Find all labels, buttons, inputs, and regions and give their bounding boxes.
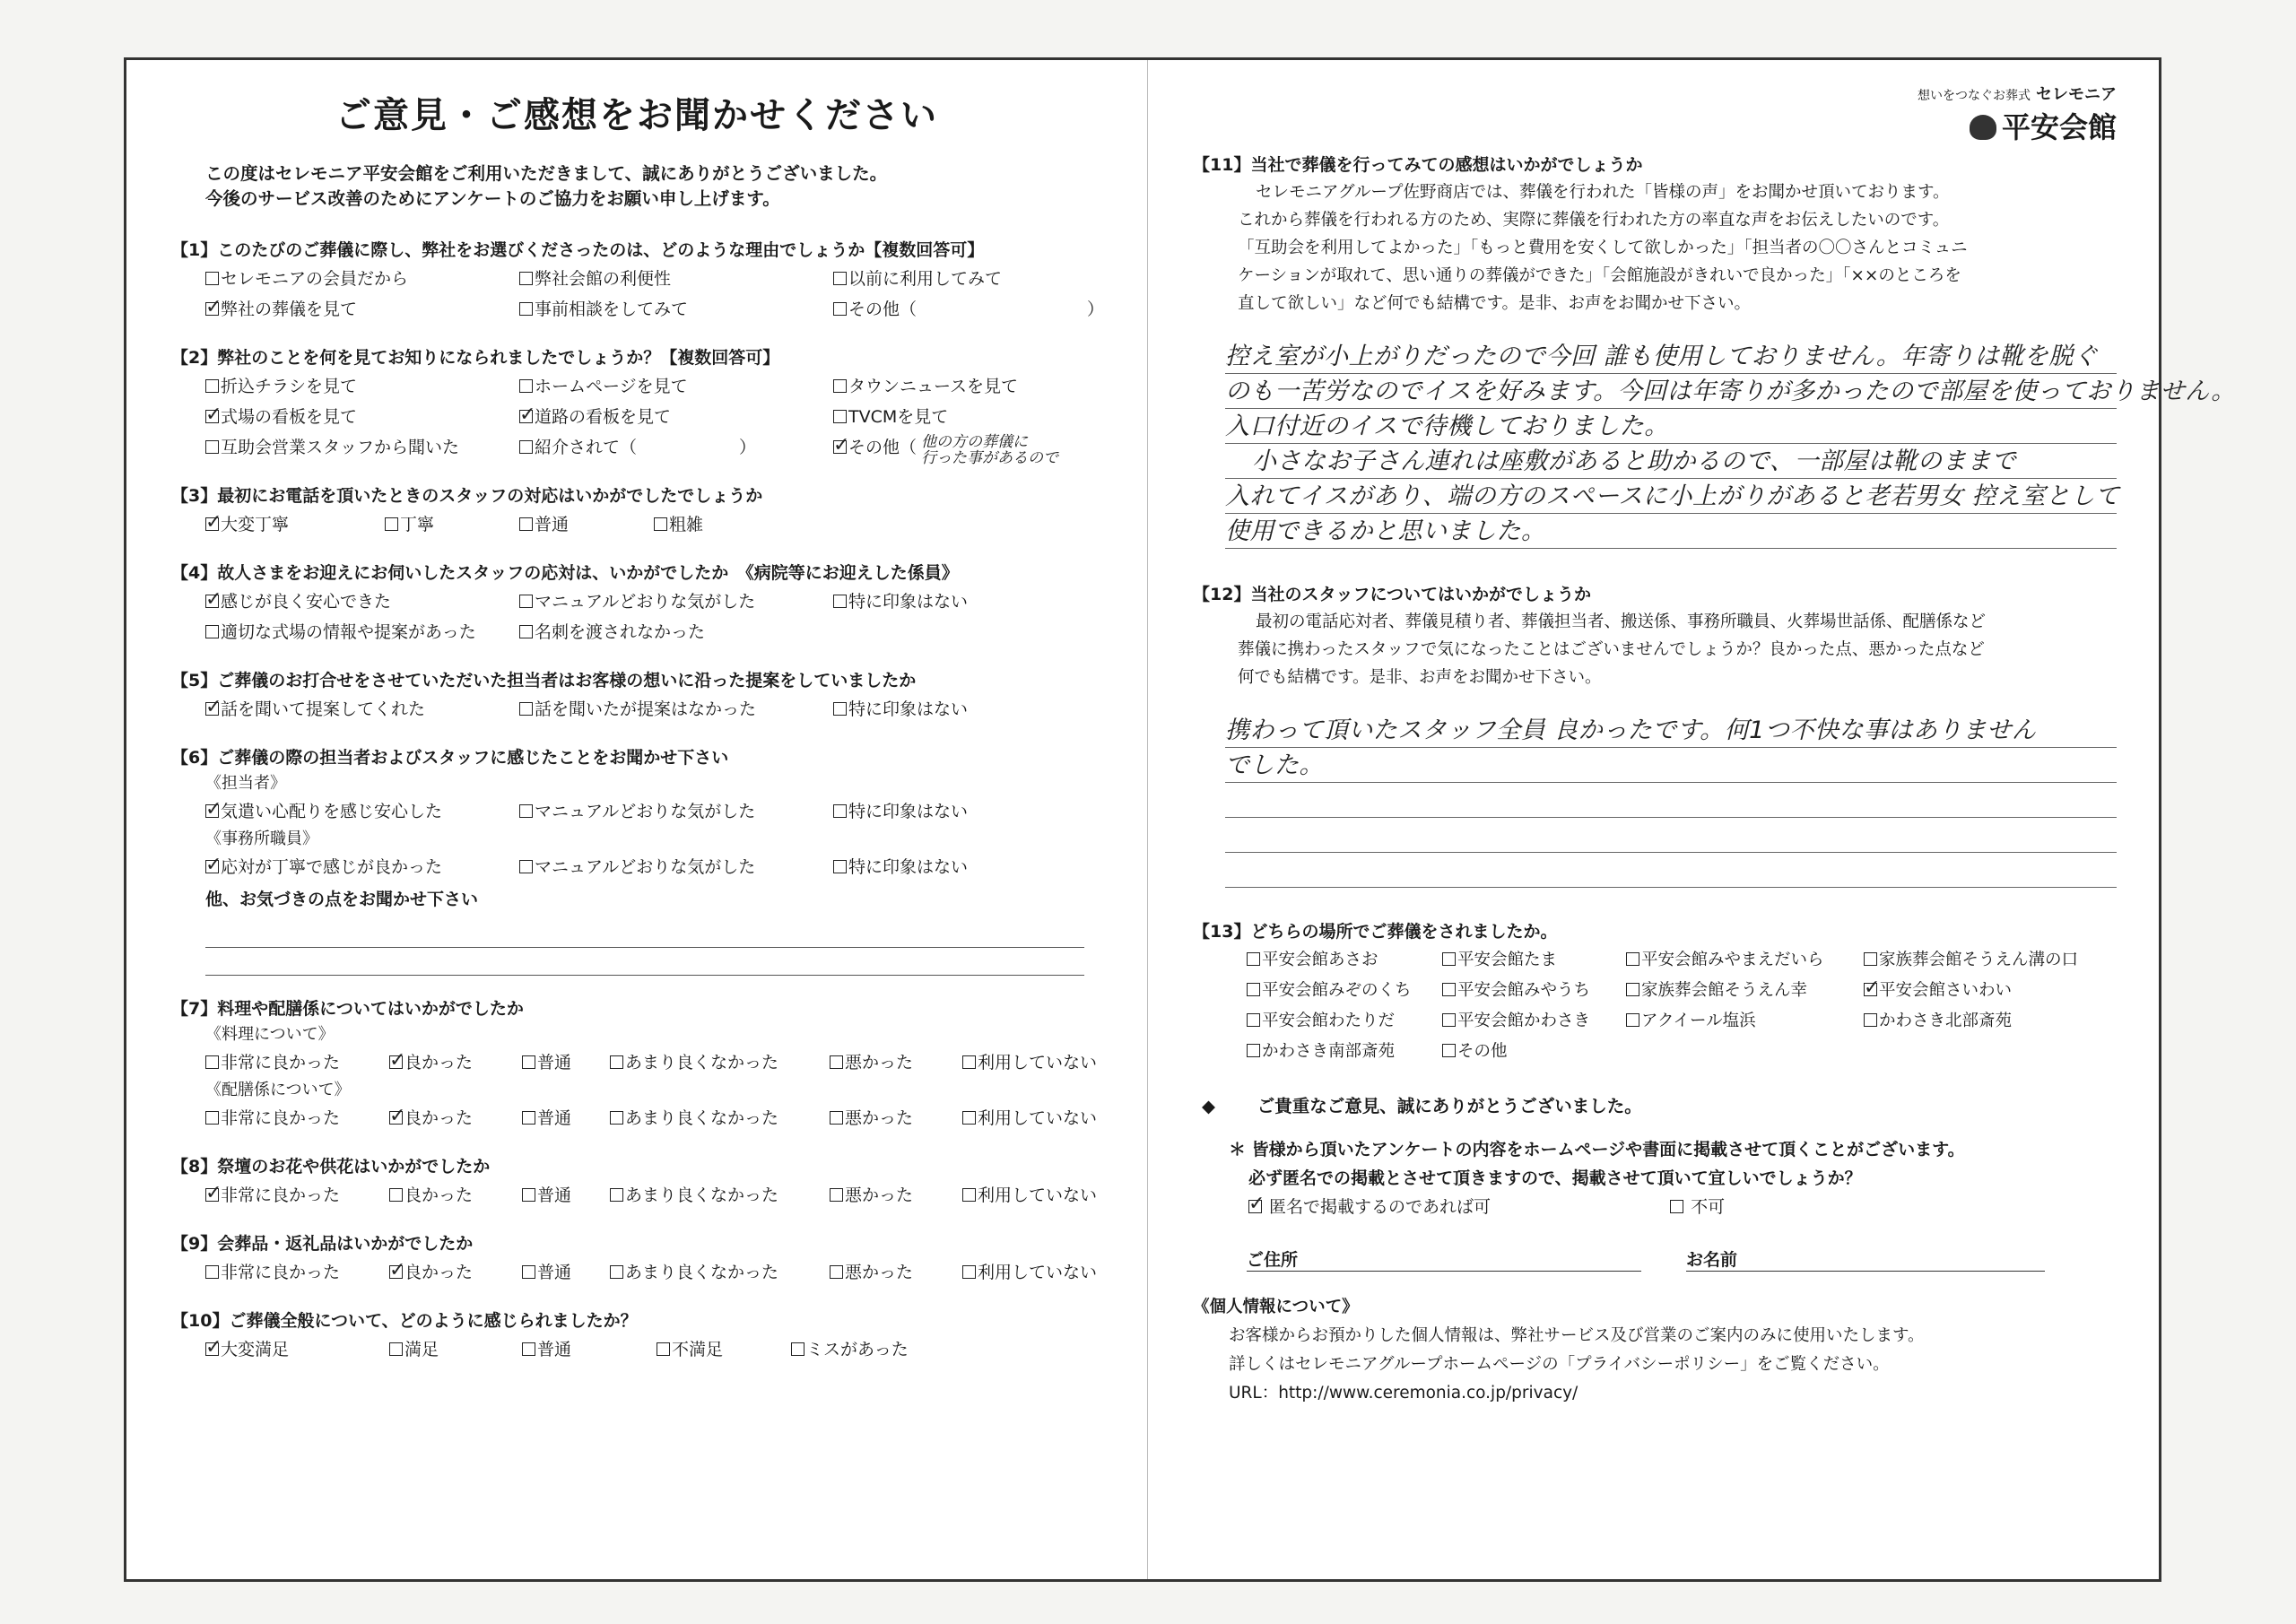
checkbox-option[interactable]: 家族葬会館そうえん幸	[1626, 976, 1864, 1006]
checkbox[interactable]	[610, 1265, 623, 1279]
question-5	[171, 667, 1102, 725]
thanks-message: ◆ ご貴重なご意見、誠にありがとうございました。	[1202, 1096, 1642, 1116]
check-mark-icon: ✓	[205, 1336, 222, 1359]
checkbox[interactable]	[654, 517, 667, 531]
checkbox-option[interactable]: その他	[1442, 1037, 1626, 1067]
check-mark-icon: ✓	[205, 588, 222, 611]
check-mark-icon: ✓	[1864, 977, 1881, 999]
checkbox[interactable]	[962, 1111, 976, 1125]
checkbox-checked[interactable]	[205, 296, 222, 318]
checkbox-option-checked[interactable]: ✓ 大変満足	[205, 1334, 389, 1365]
checkbox[interactable]	[833, 379, 847, 393]
checkbox-option[interactable]: あまり良くなかった	[610, 1257, 830, 1288]
privacy-section: 《個人情報について》 お客様からお預かりした個人情報は、弊社サービス及び営業のご案内のみに使用いたします。 詳しくはセレモニアグループホームページの「プライバシーポリシー」をご覧ください。 URL：http://www.ceremonia.co.jp/privacy/	[1193, 1293, 2117, 1408]
question-title: 【6】ご葬儀の際の担当者およびスタッフに感じたことをお聞かせ下さい	[171, 748, 729, 768]
checkbox-option[interactable]: 平安会館わたりだ	[1247, 1006, 1442, 1037]
handwritten-answer-line: 控え室が小上がりだったので今回 誰も使用しておりません。年寄りは靴を脱ぐ	[1225, 339, 2117, 374]
publish-consent: ＊ 皆様から頂いたアンケートの内容をホームページや書面に掲載させて頂くことがございます。 必ず匿名での掲載とさせて頂きますので、掲載させて頂いて宜しいでしょうか？ ✓ 匿名で掲載するのであれば可 不可	[1229, 1135, 2117, 1221]
checkbox-option[interactable]: 特に印象はない	[833, 586, 1102, 617]
handwritten-answer-line: 入れてイスがあり、端の方のスペースに小上がりがあると老若男女 控え室として	[1225, 479, 2117, 514]
checkbox-option[interactable]: 平安会館みやうち	[1442, 976, 1626, 1006]
checkbox-option[interactable]: 互助会営業スタッフから聞いた	[205, 432, 519, 463]
blank-line[interactable]	[205, 948, 1084, 976]
checkbox-option[interactable]: 良かった	[389, 1180, 522, 1211]
handwritten-answer-line: 携わって頂いたスタッフ全員 良かったです。何1つ不快な事はありません	[1225, 713, 2117, 748]
checkbox-option[interactable]: 悪かった	[830, 1180, 962, 1211]
checkbox-option-checked[interactable]: ✓ 非常に良かった	[205, 1180, 389, 1211]
checkbox-option[interactable]: TVCMを見て	[833, 402, 1102, 432]
question-title: 【13】どちらの場所でご葬儀をされましたか。	[1193, 922, 1558, 942]
checkbox-checked[interactable]	[833, 434, 850, 456]
name-field[interactable]	[1686, 1246, 2045, 1272]
checkbox-option[interactable]: 適切な式場の情報や提案があった	[205, 617, 519, 647]
checkbox[interactable]	[833, 702, 847, 716]
left-page	[126, 60, 1147, 1579]
checkbox-option[interactable]: 折込チラシを見て	[205, 371, 519, 402]
answer-area[interactable]	[1225, 339, 2236, 549]
checkbox-option[interactable]: 非常に良かった	[205, 1257, 389, 1288]
checkbox-option[interactable]: あまり良くなかった	[610, 1047, 830, 1078]
checkbox[interactable]	[519, 804, 533, 818]
checkbox[interactable]	[962, 1265, 976, 1279]
checkbox-option[interactable]: 弊社会館の利便性	[519, 264, 833, 294]
checkbox[interactable]	[205, 272, 219, 285]
checkbox-option-checked[interactable]: ✓ 大変丁寧	[205, 509, 385, 540]
subheading-serving-staff: 《配膳係について》	[205, 1081, 351, 1099]
checkbox-option[interactable]: タウンニュースを見て	[833, 371, 1102, 402]
checkbox[interactable]	[205, 1055, 219, 1069]
diamond-icon: ◆	[1202, 1096, 1215, 1116]
checkbox-option[interactable]: 平安会館かわさき	[1442, 1006, 1626, 1037]
checkbox[interactable]	[385, 517, 398, 531]
checkbox-option[interactable]: 非常に良かった	[205, 1103, 389, 1133]
check-mark-icon: ✓	[205, 404, 222, 426]
question-description: 最初の電話応対者、葬儀見積り者、葬儀担当者、搬送係、事務所職員、火葬場世話係、配膳係など 葬儀に携わったスタッフで気になったことはございませんでしょうか？良かった点、悪かった点など 何でも結構です。是非、お声をお聞かせ下さい。	[1238, 612, 1987, 687]
address-label: ご住所	[1247, 1250, 1299, 1270]
checkbox-checked[interactable]	[205, 696, 222, 718]
checkbox-option[interactable]: 特に印象はない	[833, 694, 1102, 725]
checkbox-option[interactable]: 利用していない	[962, 1103, 1106, 1133]
checkbox[interactable]	[522, 1188, 535, 1202]
checkbox-option[interactable]: 不満足	[657, 1334, 791, 1365]
checkbox[interactable]	[1442, 983, 1456, 996]
question-description: セレモニアグループ佐野商店では、葬儀を行われた「皆様の声」をお聞かせ頂いております。 これから葬儀を行われる方のため、実際に葬儀を行われた方の率直な声をお伝えしたいのです。 「互助会を利用してよかった」「もっと費用を安くして欲しかった」「担当者の〇〇さんとコミュニ ケーションが取れて、思い通りの葬儀ができた」「会館施設がきれいで良かった」「××のところを 直して欲しい」など何でも結構です。是非、お声をお聞かせ下さい。	[1238, 183, 1968, 313]
checkbox[interactable]	[1442, 1013, 1456, 1027]
asterisk-icon: ＊	[1229, 1140, 1247, 1159]
checkbox-checked[interactable]	[205, 404, 222, 426]
checkbox-option[interactable]: 特に印象はない	[833, 852, 1102, 882]
checkbox-option[interactable]: 普通	[522, 1103, 610, 1133]
consent-no[interactable]: 不可	[1670, 1193, 1725, 1221]
checkbox[interactable]	[1247, 983, 1260, 996]
checkbox[interactable]	[1626, 1013, 1639, 1027]
check-mark-icon: ✓	[205, 798, 222, 821]
right-page	[1148, 60, 2236, 1579]
checkbox[interactable]	[519, 440, 533, 454]
question-3	[171, 482, 1102, 540]
checkbox[interactable]	[519, 625, 533, 638]
question-11	[1193, 152, 2236, 549]
checkbox[interactable]	[205, 440, 219, 454]
checkbox[interactable]	[833, 410, 847, 423]
checkbox-checked[interactable]	[205, 1182, 222, 1204]
checkbox[interactable]	[830, 1111, 843, 1125]
checkbox[interactable]	[962, 1055, 976, 1069]
handwritten-answer-line: でした。	[1225, 748, 2117, 783]
checkbox[interactable]	[833, 804, 847, 818]
subheading-office-staff: 《事務所職員》	[205, 829, 318, 848]
options	[205, 1180, 1102, 1211]
checkbox-checked[interactable]	[205, 854, 222, 876]
checkbox[interactable]	[519, 702, 533, 716]
options	[205, 1103, 1102, 1133]
options	[205, 1257, 1102, 1288]
privacy-title: 《個人情報について》	[1193, 1298, 1359, 1316]
brand-name: 平安会館	[2001, 110, 2117, 144]
checkbox-option[interactable]: 平安会館みぞのくち	[1247, 976, 1442, 1006]
question-title: 【2】弊社のことを何を見てお知りになられましたでしょうか？【複数回答可】	[171, 348, 780, 368]
answer-area[interactable]	[1225, 713, 2117, 888]
check-mark-icon: ✓	[1248, 1193, 1265, 1215]
checkbox-option[interactable]: かわさき北部斎苑	[1864, 1006, 2097, 1037]
checkbox-option-checked[interactable]: ✓ 道路の看板を見て	[519, 402, 833, 432]
checkbox-option[interactable]: 普通	[522, 1047, 610, 1078]
brand-logo	[1918, 82, 2117, 146]
checkbox-option-checked[interactable]: ✓ その他（ 他の方の葬儀に 行った事があるので	[833, 432, 1102, 463]
checkbox-option[interactable]: 普通	[522, 1180, 610, 1211]
checkbox-checked[interactable]	[205, 511, 222, 534]
checkbox-option[interactable]: アクイール塩浜	[1626, 1006, 1864, 1037]
question-title: 【9】会葬品・返礼品はいかがでしたか	[171, 1234, 474, 1254]
options	[205, 586, 1102, 647]
subheading-food: 《料理について》	[205, 1025, 335, 1044]
subheading-tantousha: 《担当者》	[205, 774, 286, 793]
other-comments-label: 他、お気づきの点をお聞かせ下さい	[205, 890, 479, 909]
blank-line[interactable]	[1225, 783, 2117, 818]
check-mark-icon: ✓	[205, 1182, 222, 1204]
check-mark-icon: ✓	[205, 511, 222, 534]
brand-company: セレモニア	[2036, 85, 2117, 104]
check-mark-icon: ✓	[389, 1105, 406, 1127]
checkbox-option[interactable]: 丁寧	[385, 509, 519, 540]
checkbox[interactable]	[1442, 1044, 1456, 1057]
consent-yes-checked[interactable]: ✓ 匿名で掲載するのであれば可	[1248, 1193, 1491, 1221]
checkbox-option[interactable]: 以前に利用してみて	[833, 264, 1102, 294]
intro-text: この度はセレモニア平安会館をご利用いただきまして、誠にありがとうございました。 今後のサービス改善のためにアンケートのご協力をお願い申し上げます。	[205, 163, 888, 209]
checkbox-checked[interactable]	[519, 404, 536, 426]
checkbox[interactable]	[610, 1055, 623, 1069]
checkbox-option[interactable]: ホームページを見て	[519, 371, 833, 402]
checkbox[interactable]	[1626, 952, 1639, 966]
checkbox-option[interactable]: 悪かった	[830, 1047, 962, 1078]
checkbox[interactable]	[1670, 1200, 1683, 1213]
checkbox-option[interactable]: 悪かった	[830, 1103, 962, 1133]
checkbox-option-checked[interactable]: ✓ 話を聞いて提案してくれた	[205, 694, 519, 725]
question-title: 【11】当社で葬儀を行ってみての感想はいかがでしょうか	[1193, 155, 1643, 175]
blank-line[interactable]	[205, 920, 1084, 948]
question-13	[1193, 918, 2117, 1067]
question-title: 【3】最初にお電話を頂いたときのスタッフの対応はいかがでしたでしょうか	[171, 486, 763, 506]
checkbox-option[interactable]: 非常に良かった	[205, 1047, 389, 1078]
handwritten-other: 他の方の葬儀に 行った事があるので	[921, 433, 1058, 467]
checkbox-option-checked[interactable]: ✓ 弊社の葬儀を見て	[205, 294, 519, 325]
checkbox-option[interactable]: 普通	[519, 509, 654, 540]
check-mark-icon: ✓	[389, 1049, 406, 1072]
checkbox[interactable]	[833, 272, 847, 285]
checkbox-option[interactable]: 悪かった	[830, 1257, 962, 1288]
check-mark-icon: ✓	[205, 696, 222, 718]
question-7	[171, 995, 1102, 1133]
brand-mark-icon	[1970, 115, 1996, 140]
options	[205, 1334, 1102, 1365]
checkbox-option[interactable]: 事前相談をしてみて	[519, 294, 833, 325]
checkbox[interactable]	[522, 1055, 535, 1069]
checkbox[interactable]	[1247, 1044, 1260, 1057]
checkbox-option[interactable]: 家族葬会館そうえん溝の口	[1864, 945, 2097, 976]
address-field[interactable]	[1247, 1246, 1641, 1272]
checkbox[interactable]	[833, 860, 847, 873]
question-title: 【12】当社のスタッフについてはいかがでしょうか	[1193, 585, 1592, 604]
checkbox[interactable]	[522, 1111, 535, 1125]
checkbox[interactable]	[389, 1342, 403, 1356]
survey-sheet	[124, 57, 2236, 1582]
checkbox-option[interactable]: 平安会館あさお	[1247, 945, 1442, 976]
question-9	[171, 1230, 1102, 1288]
checkbox[interactable]	[1247, 1013, 1260, 1027]
checkbox[interactable]	[519, 595, 533, 608]
checkbox[interactable]	[833, 302, 847, 316]
checkbox[interactable]	[205, 379, 219, 393]
address-name-fields	[1247, 1246, 2117, 1272]
checkbox[interactable]	[205, 1265, 219, 1279]
checkbox-checked[interactable]	[1248, 1193, 1265, 1215]
checkbox-option-checked[interactable]: ✓ 良かった	[389, 1103, 522, 1133]
checkbox-option[interactable]: あまり良くなかった	[610, 1103, 830, 1133]
check-mark-icon: ✓	[519, 404, 536, 426]
checkbox-option[interactable]: 満足	[389, 1334, 522, 1365]
checkbox-option[interactable]: 普通	[522, 1334, 657, 1365]
check-mark-icon: ✓	[389, 1259, 406, 1281]
question-10	[171, 1307, 1102, 1365]
checkbox-option-checked[interactable]: ✓ 良かった	[389, 1047, 522, 1078]
checkbox[interactable]	[830, 1188, 843, 1202]
checkbox-option[interactable]: 粗雑	[654, 509, 833, 540]
question-1	[171, 237, 1105, 325]
checkbox-option[interactable]: その他（ ）	[833, 294, 1102, 325]
options	[205, 509, 1102, 540]
checkbox[interactable]	[389, 1188, 403, 1202]
checkbox-option[interactable]: マニュアルどおりな気がした	[519, 796, 833, 827]
checkbox[interactable]	[519, 302, 533, 316]
checkbox[interactable]	[791, 1342, 804, 1356]
checkbox-option-checked[interactable]: ✓ 式場の看板を見て	[205, 402, 519, 432]
checkbox[interactable]	[205, 625, 219, 638]
blank-line[interactable]	[1225, 818, 2117, 853]
checkbox-option[interactable]: 利用していない	[962, 1047, 1106, 1078]
blank-line[interactable]	[1225, 853, 2117, 888]
checkbox-checked[interactable]	[205, 588, 222, 611]
options	[205, 796, 1102, 827]
checkbox[interactable]	[830, 1055, 843, 1069]
checkbox-option[interactable]: かわさき南部斎苑	[1247, 1037, 1442, 1067]
check-mark-icon: ✓	[205, 296, 222, 318]
checkbox[interactable]	[519, 517, 533, 531]
checkbox-checked[interactable]	[389, 1105, 406, 1127]
name-label: お名前	[1686, 1250, 1738, 1270]
checkbox-option[interactable]: 平安会館たま	[1442, 945, 1626, 976]
checkbox[interactable]	[522, 1265, 535, 1279]
checkbox-option[interactable]: 利用していない	[962, 1180, 1106, 1211]
checkbox-checked[interactable]	[205, 1336, 222, 1359]
question-title: 【8】祭壇のお花や供花はいかがでしたか	[171, 1157, 491, 1177]
checkbox-option-checked[interactable]: ✓ 応対が丁寧で感じが良かった	[205, 852, 519, 882]
checkbox[interactable]	[519, 272, 533, 285]
options	[205, 371, 1102, 467]
checkbox-option[interactable]: マニュアルどおりな気がした	[519, 852, 833, 882]
checkbox-checked[interactable]	[389, 1049, 406, 1072]
checkbox-option[interactable]: 利用していない	[962, 1257, 1106, 1288]
checkbox[interactable]	[1442, 952, 1456, 966]
comment-lines[interactable]	[205, 920, 1084, 976]
checkbox-option[interactable]: ミスがあった	[791, 1334, 952, 1365]
checkbox-option-checked[interactable]: ✓ 平安会館さいわい	[1864, 976, 2097, 1006]
page-title: ご意見・ご感想をお聞かせください	[335, 94, 938, 136]
options	[205, 1047, 1102, 1078]
question-title: 【10】ご葬儀全般について、どのように感じられましたか？	[171, 1311, 638, 1331]
checkbox[interactable]	[833, 595, 847, 608]
checkbox-option-checked[interactable]: ✓ 良かった	[389, 1257, 522, 1288]
question-title: 【1】このたびのご葬儀に際し、弊社をお選びくださったのは、どのような理由でしょうか【複数回答可】	[171, 240, 985, 260]
checkbox[interactable]	[519, 379, 533, 393]
checkbox[interactable]	[522, 1342, 535, 1356]
checkbox-option[interactable]: 名刺を渡されなかった	[519, 617, 833, 647]
checkbox[interactable]	[1864, 952, 1877, 966]
checkbox[interactable]	[519, 860, 533, 873]
checkbox[interactable]	[830, 1265, 843, 1279]
question-title: 【5】ご葬儀のお打合せをさせていただいた担当者はお客様の想いに沿った提案をしていましたか	[171, 671, 917, 690]
handwritten-answer-line: 小さなお子さん連れは座敷があると助かるので、一部屋は靴のままで	[1225, 444, 2117, 479]
question-8	[171, 1153, 1102, 1211]
checkbox[interactable]	[1864, 1013, 1877, 1027]
checkbox-option[interactable]: あまり良くなかった	[610, 1180, 830, 1211]
options	[205, 852, 1102, 882]
checkbox[interactable]	[205, 1111, 219, 1125]
options	[205, 694, 1102, 725]
checkbox-option[interactable]: 話を聞いたが提案はなかった	[519, 694, 833, 725]
checkbox-option[interactable]: 紹介されて（ ）	[519, 432, 833, 463]
question-12	[1193, 581, 2117, 888]
check-mark-icon: ✓	[205, 854, 222, 876]
checkbox-option-checked[interactable]: ✓ 感じが良く安心できた	[205, 586, 519, 617]
options	[205, 264, 1105, 325]
checkbox[interactable]	[1626, 983, 1639, 996]
checkbox-checked[interactable]	[205, 798, 222, 821]
question-title: 【4】故人さまをお迎えにお伺いしたスタッフの応対は、いかがでしたか 《病院等にお迎えした係員》	[171, 563, 959, 583]
privacy-url-link[interactable]: URL：http://www.ceremonia.co.jp/privacy/	[1229, 1384, 1578, 1403]
question-2	[171, 344, 1102, 467]
check-mark-icon: ✓	[833, 434, 850, 456]
checkbox[interactable]	[610, 1111, 623, 1125]
checkbox[interactable]	[610, 1188, 623, 1202]
checkbox-option[interactable]: 平安会館みやまえだいら	[1626, 945, 1864, 976]
options	[1247, 945, 2117, 1067]
handwritten-answer-line: 入口付近のイスで待機しておりました。	[1225, 409, 2117, 444]
checkbox-option[interactable]: 普通	[522, 1257, 610, 1288]
checkbox-option[interactable]: セレモニアの会員だから	[205, 264, 519, 294]
checkbox-option[interactable]: 特に印象はない	[833, 796, 1102, 827]
question-6	[171, 744, 1102, 976]
checkbox[interactable]	[1247, 952, 1260, 966]
checkbox-option-checked[interactable]: ✓ 気遣い心配りを感じ安心した	[205, 796, 519, 827]
handwritten-answer-line: 使用できるかと思いました。	[1225, 514, 2117, 549]
question-title: 【7】料理や配膳係についてはいかがでしたか	[171, 999, 524, 1019]
checkbox-option[interactable]: マニュアルどおりな気がした	[519, 586, 833, 617]
brand-tagline: 想いをつなぐお葬式	[1918, 89, 2031, 103]
checkbox[interactable]	[657, 1342, 670, 1356]
question-4	[171, 560, 1102, 647]
checkbox-checked[interactable]	[1864, 977, 1881, 999]
checkbox[interactable]	[962, 1188, 976, 1202]
checkbox-checked[interactable]	[389, 1259, 406, 1281]
handwritten-answer-line: のも一苦労なのでイスを好みます。今回は年寄りが多かったので部屋を使っておりません。	[1225, 374, 2117, 409]
